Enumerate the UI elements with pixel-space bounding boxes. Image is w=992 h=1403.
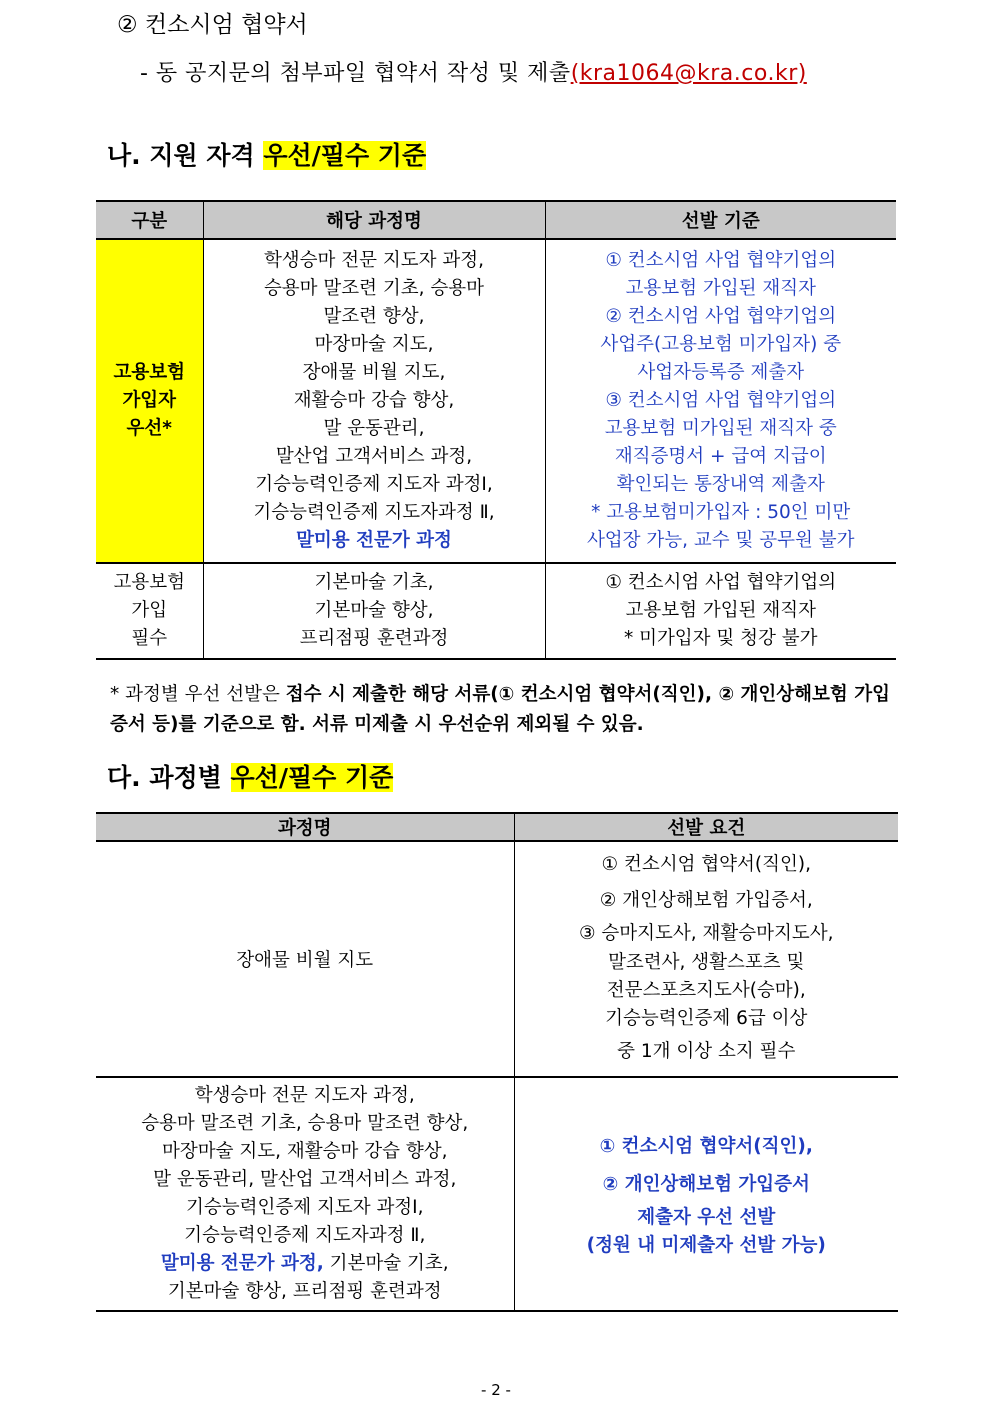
courses-other xyxy=(96,1077,514,1311)
category-insured-priority xyxy=(96,239,203,563)
category-line: 우선* xyxy=(126,418,172,439)
criteria-line: 재직증명서 + 급여 지급이 xyxy=(614,446,827,467)
category-line: 가입자 xyxy=(122,390,177,411)
course-line: 기본마술 향상, xyxy=(314,600,434,621)
header-selection-criteria: 선발 기준 xyxy=(545,201,896,239)
course-line: 기본마술 향상, 프리점핑 훈련과정 xyxy=(167,1281,442,1302)
course-line xyxy=(96,1250,514,1278)
course-criteria-header-row xyxy=(96,813,898,841)
criteria-line: ① 컨소시엄 사업 협약기업의 xyxy=(605,250,837,271)
category-line: 필수 xyxy=(131,628,168,649)
course-criteria-table xyxy=(96,812,898,1312)
course-line: 승용마 말조련 기초, 승용마 말조련 향상, xyxy=(141,1113,469,1134)
course-line: 재활승마 강습 향상, xyxy=(293,390,455,411)
criteria-line: ① 컨소시엄 사업 협약기업의 xyxy=(605,572,837,593)
page-number: - 2 - xyxy=(481,1381,511,1399)
criteria-line: 사업주(고용보험 미가입자) 중 xyxy=(600,334,842,355)
course-line: 장애물 비월 지도, xyxy=(302,362,446,383)
course-line: 승용마 말조련 기초, 승용마 xyxy=(263,278,485,299)
table-row xyxy=(96,841,898,1077)
criteria-line: 고용보험 가입된 재직자 xyxy=(625,600,816,621)
requirement-line: ② 개인상해보험 가입증서, xyxy=(599,890,813,911)
criteria-line: ② 컨소시엄 사업 협약기업의 xyxy=(605,306,837,327)
course-line: 학생승마 전문 지도자 과정, xyxy=(194,1085,415,1106)
table-row xyxy=(96,563,896,659)
course-line: 마장마술 지도, 재활승마 강습 향상, xyxy=(162,1141,448,1162)
category-line: 고용보험 xyxy=(113,572,185,593)
priority-footnote xyxy=(110,680,900,740)
requirement-line: 중 1개 이상 소지 필수 xyxy=(617,1041,796,1062)
submission-note xyxy=(140,56,807,87)
criteria-required xyxy=(545,563,896,659)
requirement-line: 기승능력인증제 6급 이상 xyxy=(605,1008,808,1029)
requirements-other xyxy=(514,1077,898,1311)
table-row xyxy=(96,239,896,563)
course-line: 프리점핑 훈련과정 xyxy=(299,628,449,649)
submission-email-link[interactable]: (kra1064@kra.co.kr) xyxy=(570,61,807,86)
section-da-title xyxy=(107,758,393,794)
table-row xyxy=(96,1077,898,1311)
criteria-line: 사업장 가능, 교수 및 공무원 불가 xyxy=(586,530,855,551)
course-obstacle-jumping: 장애물 비월 지도 xyxy=(96,841,514,1077)
requirement-line: 전문스포츠지도사(승마), xyxy=(606,980,806,1001)
requirement-line: ① 컨소시엄 협약서(직인), xyxy=(601,854,811,875)
course-line: 기승능력인증제 지도자과정 Ⅱ, xyxy=(184,1225,426,1246)
criteria-line: 확인되는 통장내역 제출자 xyxy=(616,474,825,495)
course-line: 마장마술 지도, xyxy=(314,334,434,355)
section-da-highlight: 우선/필수 기준 xyxy=(230,763,394,792)
category-line: 가입 xyxy=(131,600,168,621)
course-line: 기승능력인증제 지도자과정 Ⅱ, xyxy=(253,502,495,523)
course-line: 말산업 고객서비스 과정, xyxy=(275,446,473,467)
footnote-bold-text: 접수 시 제출한 해당 서류(① 컨소시엄 협약서(직인), ② 개인상해보험 가입증서 등)를 기준으로 함. 서류 미제출 시 우선순위 제외될 수 있음. xyxy=(110,684,890,735)
header-course-name: 해당 과정명 xyxy=(203,201,545,239)
course-line-highlighted: 말미용 전문가 과정 xyxy=(296,530,452,551)
header-selection-requirements: 선발 요건 xyxy=(514,813,898,841)
requirements-obstacle-jumping xyxy=(514,841,898,1077)
criteria-line: * 고용보험미가입자 : 50인 미만 xyxy=(591,502,851,523)
section-na-title xyxy=(107,136,426,172)
requirement-line: 제출자 우선 선발 xyxy=(637,1207,776,1228)
requirement-line: (정원 내 미제출자 선발 가능) xyxy=(586,1235,826,1256)
requirement-line: ② 개인상해보험 가입증서 xyxy=(602,1174,810,1195)
requirement-line: ① 컨소시엄 협약서(직인), xyxy=(599,1136,813,1157)
eligibility-table xyxy=(96,200,896,660)
eligibility-header-row xyxy=(96,201,896,239)
criteria-line: 고용보험 미가입된 재직자 중 xyxy=(604,418,837,439)
course-line: 기본마술 기초, xyxy=(314,572,434,593)
header-course-name: 과정명 xyxy=(96,813,514,841)
criteria-line: ③ 컨소시엄 사업 협약기업의 xyxy=(605,390,837,411)
course-line: 학생승마 전문 지도자 과정, xyxy=(263,250,485,271)
criteria-line: 사업자등록증 제출자 xyxy=(637,362,805,383)
criteria-priority xyxy=(545,239,896,563)
criteria-line: * 미가입자 및 청강 불가 xyxy=(623,628,818,649)
category-insured-required xyxy=(96,563,203,659)
course-line: 말 운동관리, 말산업 고객서비스 과정, xyxy=(153,1169,457,1190)
courses-required xyxy=(203,563,545,659)
course-highlighted: 말미용 전문가 과정, xyxy=(160,1253,324,1274)
submission-note-text: - 동 공지문의 첨부파일 협약서 작성 및 제출 xyxy=(140,61,571,86)
criteria-line: 고용보험 가입된 재직자 xyxy=(625,278,816,299)
requirement-line: ③ 승마지도사, 재활승마지도사, xyxy=(578,923,834,944)
consortium-agreement-heading: ② 컨소시엄 협약서 xyxy=(117,12,308,38)
course-line: 말조련 향상, xyxy=(323,306,425,327)
section-da-prefix: 다. 과정별 xyxy=(107,763,231,792)
course-tail: 기본마술 기초, xyxy=(323,1253,449,1274)
category-line: 고용보험 xyxy=(113,362,185,383)
courses-priority xyxy=(203,239,545,563)
section-na-prefix: 나. 지원 자격 xyxy=(107,141,264,170)
header-category: 구분 xyxy=(96,201,203,239)
course-line: 기승능력인증제 지도자 과정Ⅰ, xyxy=(255,474,493,495)
course-line: 기승능력인증제 지도자 과정Ⅰ, xyxy=(185,1197,424,1218)
course-line: 말 운동관리, xyxy=(323,418,425,439)
section-na-highlight: 우선/필수 기준 xyxy=(263,141,427,170)
requirement-line: 말조련사, 생활스포츠 및 xyxy=(608,952,805,973)
footnote-text: * 과정별 우선 선발은 xyxy=(110,684,286,705)
